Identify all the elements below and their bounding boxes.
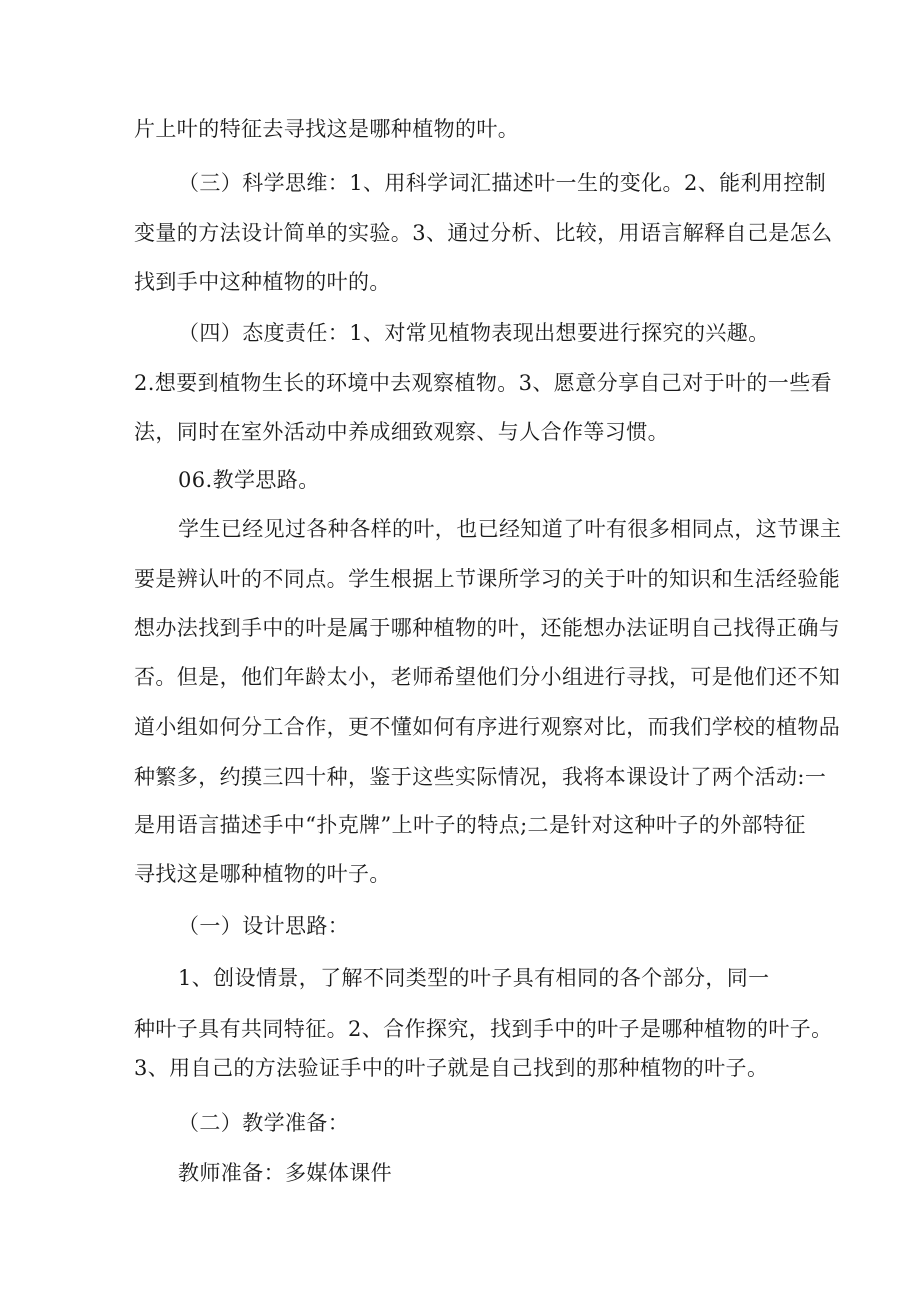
paragraph-line-15: 是用语言描述手中“扑克牌”上叶子的特点;二是针对这种叶子的外部特征 <box>134 813 806 837</box>
paragraph-line-10: 要是辨认叶的不同点。学生根据上节课所学习的关于叶的知识和生活经验能 <box>134 567 841 591</box>
paragraph-line-11: 想办法找到手中的叶是属于哪种植物的叶，还能想办法证明自己找得正确与 <box>134 616 841 640</box>
paragraph-line-16: 寻找这是哪种植物的叶子。 <box>134 862 391 886</box>
paragraph-line-14: 种繁多，约摸三四十种，鉴于这些实际情况，我将本课设计了两个活动:一 <box>134 765 827 789</box>
paragraph-line-13: 道小组如何分工合作，更不懂如何有序进行观察对比，而我们学校的植物品 <box>134 715 841 739</box>
paragraph-line-20: 3、用自己的方法验证手中的叶子就是自己找到的那种植物的叶子。 <box>134 1056 769 1080</box>
paragraph-line-9: 学生已经见过各种各样的叶，也已经知道了叶有很多相同点，这节课主 <box>178 517 842 541</box>
paragraph-line-3: 变量的方法设计简单的实验。3、通过分析、比较，用语言解释自己是怎么 <box>134 221 833 245</box>
paragraph-line-1: 片上叶的特征去寻找这是哪种植物的叶。 <box>134 117 520 141</box>
paragraph-line-7: 法，同时在室外活动中养成细致观察、与人合作等习惯。 <box>134 420 669 444</box>
paragraph-line-22: 教师准备：多媒体课件 <box>178 1161 392 1185</box>
section-heading-teaching-idea: 06.教学思路。 <box>178 468 320 492</box>
paragraph-line-4: 找到手中这种植物的叶的。 <box>134 270 391 294</box>
paragraph-line-2: （三）科学思维：1、用科学词汇描述叶一生的变化。2、能利用控制 <box>178 171 827 195</box>
subheading-teaching-preparation: （二）教学准备： <box>178 1111 350 1135</box>
paragraph-line-18: 1、创设情景，了解不同类型的叶子具有相同的各个部分，同一 <box>178 966 770 990</box>
paragraph-line-6: 2.想要到植物生长的环境中去观察植物。3、愿意分享自己对于叶的一些看 <box>134 371 832 395</box>
subheading-design-idea: （一）设计思路： <box>178 914 350 938</box>
paragraph-line-19: 种叶子具有共同特征。2、合作探究，找到手中的叶子是哪种植物的叶子。 <box>134 1017 833 1041</box>
paragraph-line-12: 否。但是，他们年龄太小，老师希望他们分小组进行寻找，可是他们还不知 <box>134 665 841 689</box>
paragraph-line-5: （四）态度责任：1、对常见植物表现出想要进行探究的兴趣。 <box>178 321 770 345</box>
